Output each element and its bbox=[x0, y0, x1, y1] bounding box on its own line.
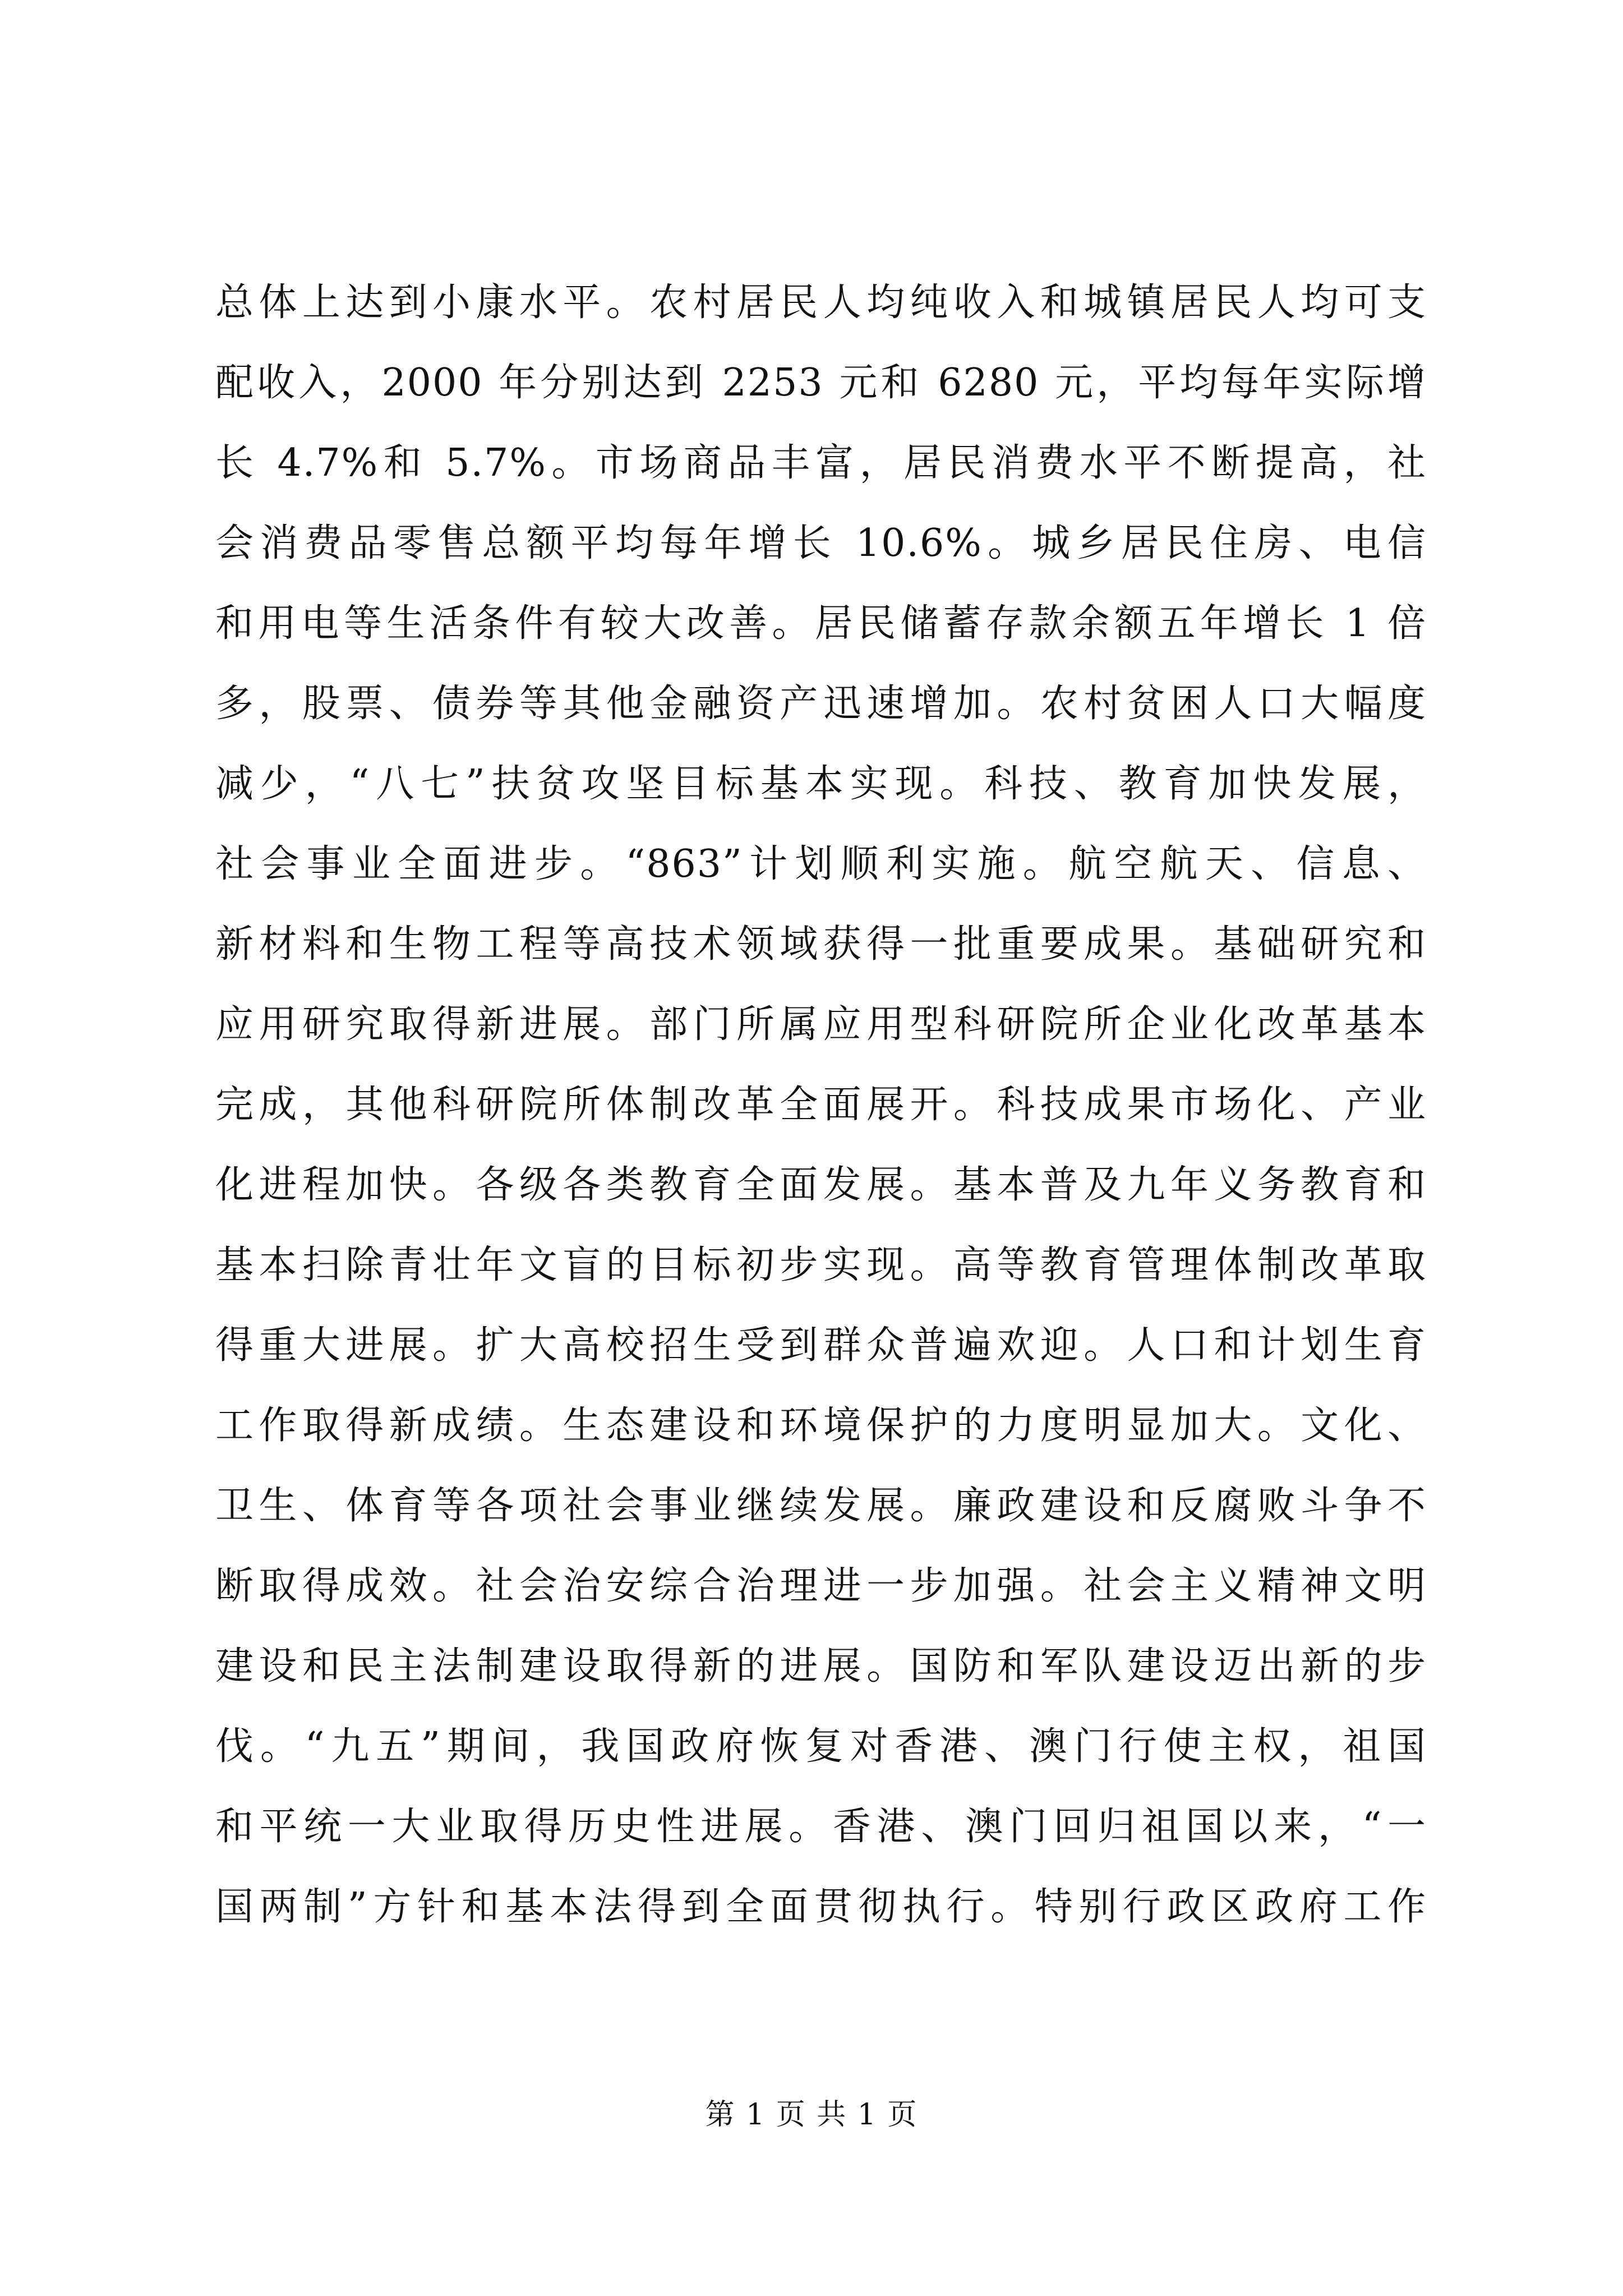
text-line: 断取得成效。社会治安综合治理进一步加强。社会主义精神文明 bbox=[215, 1564, 1427, 1608]
text-line: 基本扫除青壮年文盲的目标初步实现。高等教育管理体制改革取 bbox=[215, 1243, 1427, 1287]
text-line: 长 4.7%和 5.7%。市场商品丰富，居民消费水平不断提高，社 bbox=[215, 441, 1427, 485]
text-line: 工作取得新成绩。生态建设和环境保护的力度明显加大。文化、 bbox=[215, 1404, 1427, 1448]
text-line: 国两制”方针和基本法得到全面贯彻执行。特别行政区政府工作 bbox=[215, 1885, 1427, 1929]
text-line: 社会事业全面进步。“863”计划顺利实施。航空航天、信息、 bbox=[215, 842, 1427, 886]
text-line: 得重大进展。扩大高校招生受到群众普遍欢迎。人口和计划生育 bbox=[215, 1323, 1427, 1368]
text-line: 卫生、体育等各项社会事业继续发展。廉政建设和反腐败斗争不 bbox=[215, 1484, 1427, 1528]
text-line: 多，股票、债券等其他金融资产迅速增加。农村贫困人口大幅度 bbox=[215, 682, 1427, 726]
text-line: 配收入，2000 年分别达到 2253 元和 6280 元，平均每年实际增 bbox=[215, 361, 1427, 405]
text-line: 新材料和生物工程等高技术领域获得一批重要成果。基础研究和 bbox=[215, 922, 1427, 967]
page-footer: 第 1 页 共 1 页 bbox=[705, 2098, 918, 2132]
text-line: 总体上达到小康水平。农村居民人均纯收入和城镇居民人均可支 bbox=[215, 280, 1427, 325]
text-line: 会消费品零售总额平均每年增长 10.6%。城乡居民住房、电信 bbox=[215, 521, 1427, 565]
text-line: 应用研究取得新进展。部门所属应用型科研院所企业化改革基本 bbox=[215, 1002, 1427, 1047]
text-line: 和平统一大业取得历史性进展。香港、澳门回归祖国以来，“一 bbox=[215, 1805, 1427, 1849]
text-line: 减少，“八七”扶贫攻坚目标基本实现。科技、教育加快发展， bbox=[215, 762, 1427, 806]
text-line: 和用电等生活条件有较大改善。居民储蓄存款余额五年增长 1 倍 bbox=[215, 601, 1427, 646]
text-line: 伐。“九五”期间，我国政府恢复对香港、澳门行使主权，祖国 bbox=[215, 1724, 1427, 1769]
text-line: 化进程加快。各级各类教育全面发展。基本普及九年义务教育和 bbox=[215, 1163, 1427, 1207]
text-line: 完成，其他科研院所体制改革全面展开。科技成果市场化、产业 bbox=[215, 1083, 1427, 1127]
body-paragraph bbox=[215, 263, 1427, 1947]
text-line: 建设和民主法制建设取得新的进展。国防和军队建设迈出新的步 bbox=[215, 1644, 1427, 1688]
